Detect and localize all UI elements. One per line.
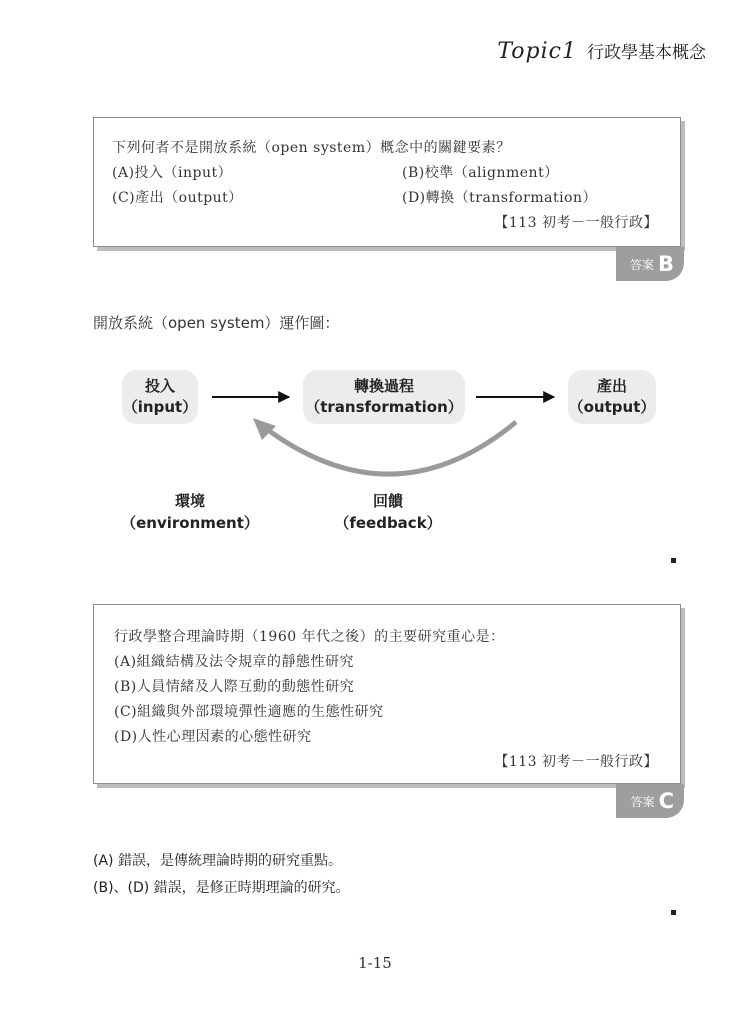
label-environment-en: （environment）: [121, 514, 259, 532]
topic-logo: Topic1: [497, 39, 577, 64]
option-d: (D)轉換（transformation）: [402, 190, 597, 206]
label-feedback: [330, 490, 446, 534]
diagram-title: 開放系統（open system）運作圖：: [93, 314, 340, 332]
node-input: [122, 370, 198, 424]
node-output: [568, 370, 656, 424]
answer-badge-1: [616, 247, 684, 281]
node-output-en: （output）: [568, 398, 656, 416]
page-header: [497, 38, 706, 64]
answer-letter: B: [657, 252, 674, 276]
options-row: [112, 186, 680, 211]
option-a: (A)組織結構及法令規章的靜態性研究: [114, 654, 355, 670]
option-c: (C)產出（output）: [112, 190, 243, 206]
answer-badge-2: [616, 784, 684, 818]
option-b: (B)校準（alignment）: [402, 165, 559, 181]
option-b: (B)人員情緒及人際互動的動態性研究: [114, 679, 355, 695]
explanation-line-2: (B)、(D) 錯誤，是修正時期理論的研究。: [93, 880, 350, 896]
end-mark: [671, 910, 676, 915]
option-a: (A)投入（input）: [112, 165, 233, 181]
question-box-1: [93, 117, 681, 247]
end-mark: [671, 558, 676, 563]
page-number: 1-15: [358, 954, 392, 972]
question-source: 【113 初考－一般行政】: [494, 754, 658, 770]
node-output-zh: 產出: [596, 377, 627, 395]
question-stem: 行政學整合理論時期（1960 年代之後）的主要研究重心是：: [114, 629, 505, 645]
label-environment-zh: 環境: [174, 492, 205, 510]
answer-label: 答案: [629, 257, 654, 272]
answer-label: 答案: [630, 794, 655, 809]
node-transformation-zh: 轉換過程: [353, 377, 414, 395]
options-row: [112, 161, 680, 186]
chapter-title: 行政學基本概念: [587, 43, 706, 63]
label-environment: [120, 490, 260, 534]
node-input-zh: 投入: [144, 377, 175, 395]
question-stem: 下列何者不是開放系統（open system）概念中的關鍵要素？: [112, 140, 511, 156]
option-d: (D)人性心理因素的心態性研究: [114, 729, 312, 745]
question-box-2: [93, 604, 681, 784]
feedback-arrow: [268, 422, 516, 474]
question-source: 【113 初考－一般行政】: [494, 215, 658, 231]
label-feedback-zh: 回饋: [372, 492, 403, 510]
node-transformation-en: （transformation）: [305, 398, 463, 416]
explanation-line-1: (A) 錯誤，是傳統理論時期的研究重點。: [93, 853, 342, 869]
answer-letter: C: [658, 789, 674, 813]
node-input-en: （input）: [122, 398, 198, 416]
option-c: (C)組織與外部環境彈性適應的生態性研究: [114, 704, 384, 720]
node-transformation: [303, 370, 465, 424]
feedback-arrowhead: [253, 418, 276, 440]
label-feedback-en: （feedback）: [334, 514, 442, 532]
